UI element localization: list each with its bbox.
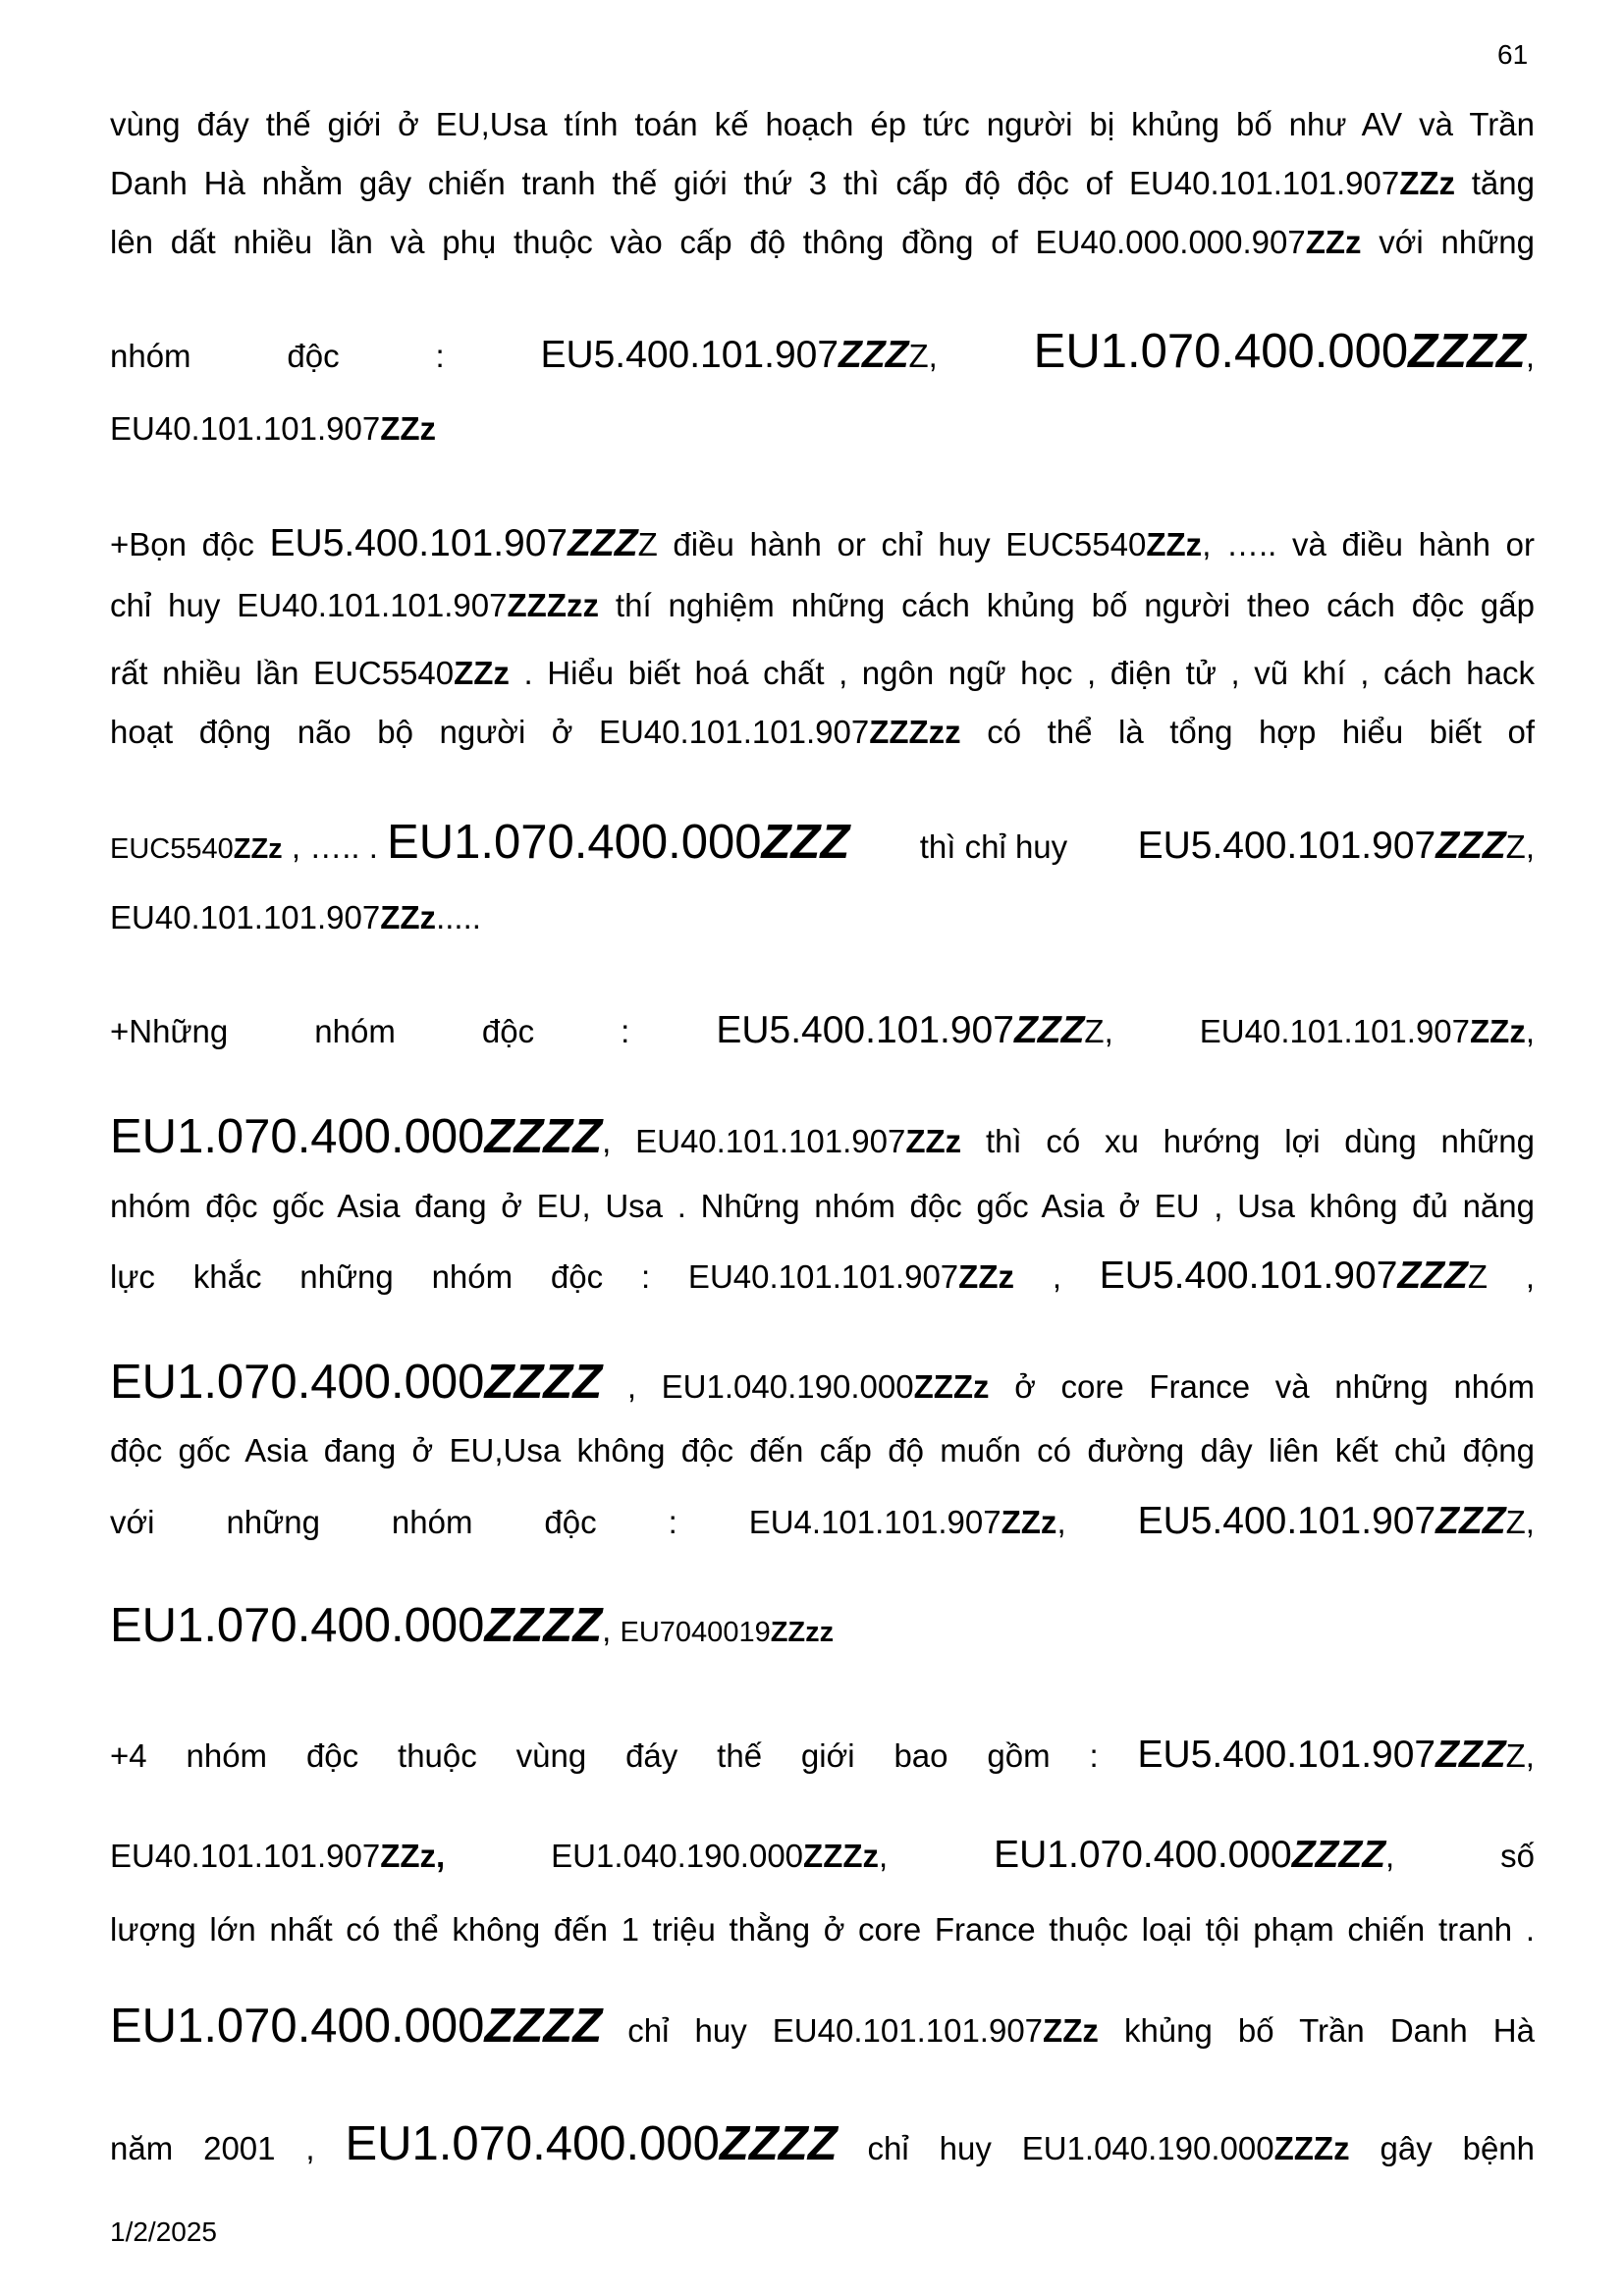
text-segment: EU5.400.101.907 <box>1137 825 1436 867</box>
word-group <box>110 1432 1535 1468</box>
word-group <box>801 1737 855 1775</box>
text-segment: Z , <box>1467 1258 1535 1295</box>
text-line <box>110 1188 1535 1225</box>
text-segment: bao <box>893 1737 948 1774</box>
word-group <box>226 1504 320 1541</box>
text-segment: : <box>1089 1737 1099 1774</box>
word-group <box>1034 324 1535 379</box>
word-group <box>435 338 444 375</box>
word-group <box>625 1737 677 1775</box>
code-suffix: ZZZz <box>803 1838 880 1874</box>
text-segment: thí nghiệm những cách khủng bố người theo cách độc gấp <box>598 587 1535 623</box>
word-group <box>994 1834 1394 1877</box>
text-segment: lượng lớn nhất có thể không đến 1 triệu thằng ở core France thuộc loại tội phạm chiến tranh . <box>110 1911 1535 1948</box>
word-group <box>110 1838 445 1875</box>
text-segment: chỉ huy EU40.101.101.907 <box>602 2012 1044 2049</box>
word-group <box>716 1009 1112 1052</box>
word-group <box>306 1737 358 1775</box>
text-segment: lực khắc những nhóm độc : EU40.101.101.907 <box>110 1258 959 1295</box>
word-group <box>920 828 1067 866</box>
code-suffix: ZZZZ <box>719 2117 838 2170</box>
text-segment: chỉ huy EU40.101.101.907 <box>110 587 508 623</box>
word-group <box>110 899 481 935</box>
text-segment: thế <box>717 1737 763 1774</box>
text-segment: với <box>110 1504 155 1540</box>
text-segment: EU1.040.190.000 <box>551 1838 804 1874</box>
text-segment: : <box>621 1013 630 1049</box>
text-segment: +4 <box>110 1737 147 1774</box>
code-suffix: ZZZZ <box>484 1110 603 1163</box>
word-group <box>110 338 191 375</box>
word-group <box>1138 825 1535 868</box>
text-segment: ..... <box>436 899 481 935</box>
code-suffix: ZZz <box>1146 526 1203 562</box>
word-group <box>1138 1734 1535 1777</box>
code-suffix: ZZz <box>380 899 437 935</box>
text-segment: độc gốc Asia đang ở EU,Usa không độc đến cấp độ muốn có đường dây liên kết chủ động <box>110 1432 1535 1468</box>
code-suffix: ZZZ <box>761 816 850 869</box>
text-segment: nhóm <box>314 1013 396 1049</box>
text-segment: nhóm <box>391 1504 473 1540</box>
text-segment: EU1.070.400.000 <box>345 2117 720 2170</box>
text-segment: , <box>1525 1013 1535 1049</box>
text-segment: EU4.101.101.907 <box>748 1504 1001 1540</box>
text-line <box>110 1432 1535 1469</box>
code-suffix: ZZz <box>1470 1013 1526 1049</box>
text-segment: nhóm độc gốc Asia đang ở EU, Usa . Những nhóm độc gốc Asia ở EU , Usa không đủ năng <box>110 1188 1535 1224</box>
text-segment: : <box>435 338 445 374</box>
code-suffix: ZZz <box>958 1258 1014 1295</box>
text-segment: EU5.400.101.907 <box>1137 1500 1436 1542</box>
text-line <box>110 1598 1535 1653</box>
code-suffix: ZZZZ <box>1408 325 1526 378</box>
text-line <box>110 714 1535 751</box>
word-group <box>1500 1838 1535 1875</box>
text-segment: , <box>602 1612 621 1648</box>
text-line <box>110 1734 1535 1777</box>
word-group <box>110 1599 835 1652</box>
code-suffix: ZZz <box>454 655 510 691</box>
word-group <box>110 1110 1535 1163</box>
code-suffix: ZZz, <box>380 1838 446 1874</box>
text-line <box>110 655 1535 692</box>
text-segment: khủng bố Trần Danh Hà <box>1098 2012 1535 2049</box>
text-segment: Z, <box>1505 828 1535 865</box>
text-segment: độc <box>305 1737 359 1774</box>
text-segment: giới <box>800 1737 855 1774</box>
code-suffix: ZZZ <box>1013 1009 1085 1051</box>
text-segment: Z, <box>1084 1013 1113 1049</box>
text-segment: vùng <box>515 1737 587 1774</box>
word-group <box>110 522 1536 564</box>
word-group <box>187 1737 268 1775</box>
code-suffix: ZZZz <box>913 1368 990 1405</box>
text-segment: EU1.070.400.000 <box>110 1599 485 1652</box>
code-suffix: ZZZ <box>1435 1734 1506 1776</box>
word-group <box>110 587 1535 623</box>
code-suffix: ZZZz <box>1273 2130 1350 2166</box>
word-group <box>717 1737 762 1775</box>
text-segment: : <box>668 1504 677 1540</box>
text-segment: Z, <box>1505 1504 1535 1540</box>
text-segment: +Bọn độc <box>110 526 270 562</box>
text-segment: . Hiểu biết hoá chất , ngôn ngữ học , điện tử , vũ khí , cách hack <box>509 655 1535 691</box>
text-segment: EU1.070.400.000 <box>110 1110 485 1163</box>
word-group <box>110 165 1535 201</box>
text-segment: , EU1.040.190.000 <box>602 1368 914 1405</box>
code-suffix: ZZz <box>233 833 283 865</box>
text-line <box>110 165 1535 202</box>
word-group <box>669 1504 677 1541</box>
text-segment: EU40.101.101.907 <box>110 899 381 935</box>
word-group <box>314 1013 396 1050</box>
word-group <box>110 2000 1535 2053</box>
text-segment: Z, <box>1505 1737 1535 1774</box>
text-segment: EU1.070.400.000 <box>110 1356 485 1409</box>
text-segment: , <box>1385 1838 1395 1874</box>
word-group <box>621 1013 629 1050</box>
code-suffix: ZZZ <box>1435 1500 1506 1542</box>
text-segment: rất nhiều lần EUC5540 <box>110 655 455 691</box>
word-group <box>551 1838 888 1875</box>
text-segment: , ….. . <box>282 828 388 865</box>
text-segment: Danh Hà nhằm gây chiến tranh thế giới thứ 3 thì cấp độ độc of EU40.101.101.907 <box>110 165 1400 201</box>
code-suffix: ZZZZ <box>1291 1834 1386 1876</box>
text-segment: , <box>1014 1258 1100 1295</box>
code-suffix: ZZZ <box>1435 825 1506 867</box>
text-line <box>110 106 1535 143</box>
text-segment: thì chỉ huy <box>919 828 1068 865</box>
text-segment: EU5.400.101.907 <box>540 334 839 376</box>
text-segment: EU1.070.400.000 <box>994 1834 1292 1876</box>
text-line <box>110 224 1535 261</box>
word-group <box>110 1504 154 1541</box>
text-segment: Z điều hành or chỉ huy EUC5540 <box>637 526 1147 562</box>
text-segment: tăng <box>1455 165 1535 201</box>
word-group <box>110 1013 228 1050</box>
word-group <box>749 1504 1066 1541</box>
text-segment: EU7040019 <box>620 1617 771 1648</box>
word-group <box>516 1737 587 1775</box>
code-suffix: ZZZZ <box>484 1356 603 1409</box>
text-segment: lên dất nhiều lần và phụ thuộc vào cấp độ thông đồng of EU40.000.000.907 <box>110 224 1306 260</box>
text-line <box>110 1834 1535 1877</box>
code-suffix: ZZz <box>1399 165 1456 201</box>
text-segment: vùng đáy thế giới ở EU,Usa tính toán kế hoạch ép tức người bị khủng bố như AV và Trần <box>110 106 1535 142</box>
text-segment: Z, <box>908 338 938 374</box>
code-suffix: ZZZZ <box>484 1599 603 1652</box>
word-group <box>287 338 339 375</box>
text-segment: độc <box>481 1013 535 1049</box>
text-segment: gồm <box>987 1737 1051 1774</box>
text-line <box>110 2116 1535 2171</box>
text-segment: thuộc <box>398 1737 477 1774</box>
text-segment: độc <box>287 338 340 374</box>
text-segment: EU1.070.400.000 <box>387 816 762 869</box>
word-group <box>1138 1500 1535 1543</box>
footer-date: 1/2/2025 <box>110 2216 217 2247</box>
text-segment: EU1.070.400.000 <box>1033 325 1409 378</box>
text-segment: đáy <box>625 1737 678 1774</box>
word-group <box>110 655 1535 691</box>
word-group <box>110 224 1536 260</box>
word-group <box>110 2117 1536 2170</box>
word-group <box>1200 1013 1535 1050</box>
text-segment: năm 2001 , <box>110 2130 346 2166</box>
text-segment: chỉ huy EU1.040.190.000 <box>837 2130 1274 2166</box>
text-line <box>110 1009 1535 1052</box>
word-group <box>544 1504 596 1541</box>
text-segment: EU1.070.400.000 <box>110 2000 485 2053</box>
page-number: 61 <box>1497 39 1529 70</box>
text-segment: , <box>1525 338 1535 374</box>
text-segment: thì có xu hướng lợi dùng những <box>961 1123 1535 1159</box>
word-group <box>110 1356 1535 1409</box>
text-segment: , EU40.101.101.907 <box>602 1123 906 1159</box>
text-line <box>110 1911 1535 1949</box>
word-group <box>987 1737 1050 1775</box>
text-segment: , <box>1056 1504 1066 1540</box>
word-group <box>110 1188 1535 1224</box>
text-line <box>110 324 1535 379</box>
code-suffix: ZZZZ <box>484 2000 603 2053</box>
code-suffix: ZZZzz <box>869 714 961 750</box>
text-segment: gây bệnh <box>1349 2130 1536 2166</box>
text-line <box>110 1355 1535 1410</box>
text-segment: , <box>879 1838 889 1874</box>
text-segment: nhóm <box>110 338 191 374</box>
word-group <box>110 1255 1535 1297</box>
text-segment: những <box>226 1504 320 1540</box>
code-suffix: ZZz <box>1043 2012 1099 2049</box>
code-suffix: ZZZ <box>1397 1255 1468 1297</box>
code-suffix: ZZz <box>905 1123 962 1159</box>
text-line <box>110 1500 1535 1543</box>
code-suffix: ZZz <box>1305 224 1362 260</box>
word-group <box>893 1737 947 1775</box>
text-line <box>110 587 1535 624</box>
text-line <box>110 522 1535 565</box>
text-segment: với những <box>1361 224 1536 260</box>
code-suffix: ZZz <box>380 410 437 447</box>
text-segment: EU5.400.101.907 <box>1099 1255 1398 1297</box>
text-segment: +Những <box>110 1013 229 1049</box>
word-group <box>110 815 849 870</box>
word-group <box>392 1504 473 1541</box>
code-suffix: ZZZ <box>839 334 909 376</box>
text-segment: EU40.101.101.907 <box>1199 1013 1470 1049</box>
text-line <box>110 815 1535 870</box>
text-segment: EU5.400.101.907 <box>269 522 568 564</box>
text-line <box>110 899 1535 936</box>
word-group <box>1089 1737 1098 1775</box>
text-segment: EU40.101.101.907 <box>110 1838 381 1874</box>
text-line <box>110 1999 1535 2054</box>
word-group <box>110 714 1535 750</box>
text-line <box>110 410 1535 448</box>
word-group <box>110 1911 1535 1948</box>
code-suffix: ZZz <box>1001 1504 1057 1540</box>
text-segment: EU40.101.101.907 <box>110 410 381 447</box>
code-suffix: ZZzz <box>770 1617 835 1648</box>
word-group <box>482 1013 534 1050</box>
text-segment: , ….. và điều hành or <box>1202 526 1536 562</box>
text-segment: có thể là tổng hợp hiểu biết of <box>960 714 1535 750</box>
text-line <box>110 1255 1535 1298</box>
text-segment: số <box>1500 1838 1535 1874</box>
text-segment: hoạt động não bộ người ở EU40.101.101.907 <box>110 714 870 750</box>
code-suffix: ZZZ <box>568 522 638 564</box>
text-segment: ở core France và những nhóm <box>989 1368 1535 1405</box>
word-group <box>110 1737 147 1775</box>
word-group <box>398 1737 477 1775</box>
text-segment: EU5.400.101.907 <box>1137 1734 1436 1776</box>
word-group <box>110 410 437 447</box>
text-segment: EUC5540 <box>110 833 234 865</box>
text-segment: độc <box>544 1504 597 1540</box>
text-line <box>110 1109 1535 1164</box>
code-suffix: ZZZzz <box>507 587 599 623</box>
word-group <box>110 106 1535 142</box>
text-segment: nhóm <box>186 1737 268 1774</box>
text-segment: EU5.400.101.907 <box>716 1009 1014 1051</box>
word-group <box>540 334 937 377</box>
